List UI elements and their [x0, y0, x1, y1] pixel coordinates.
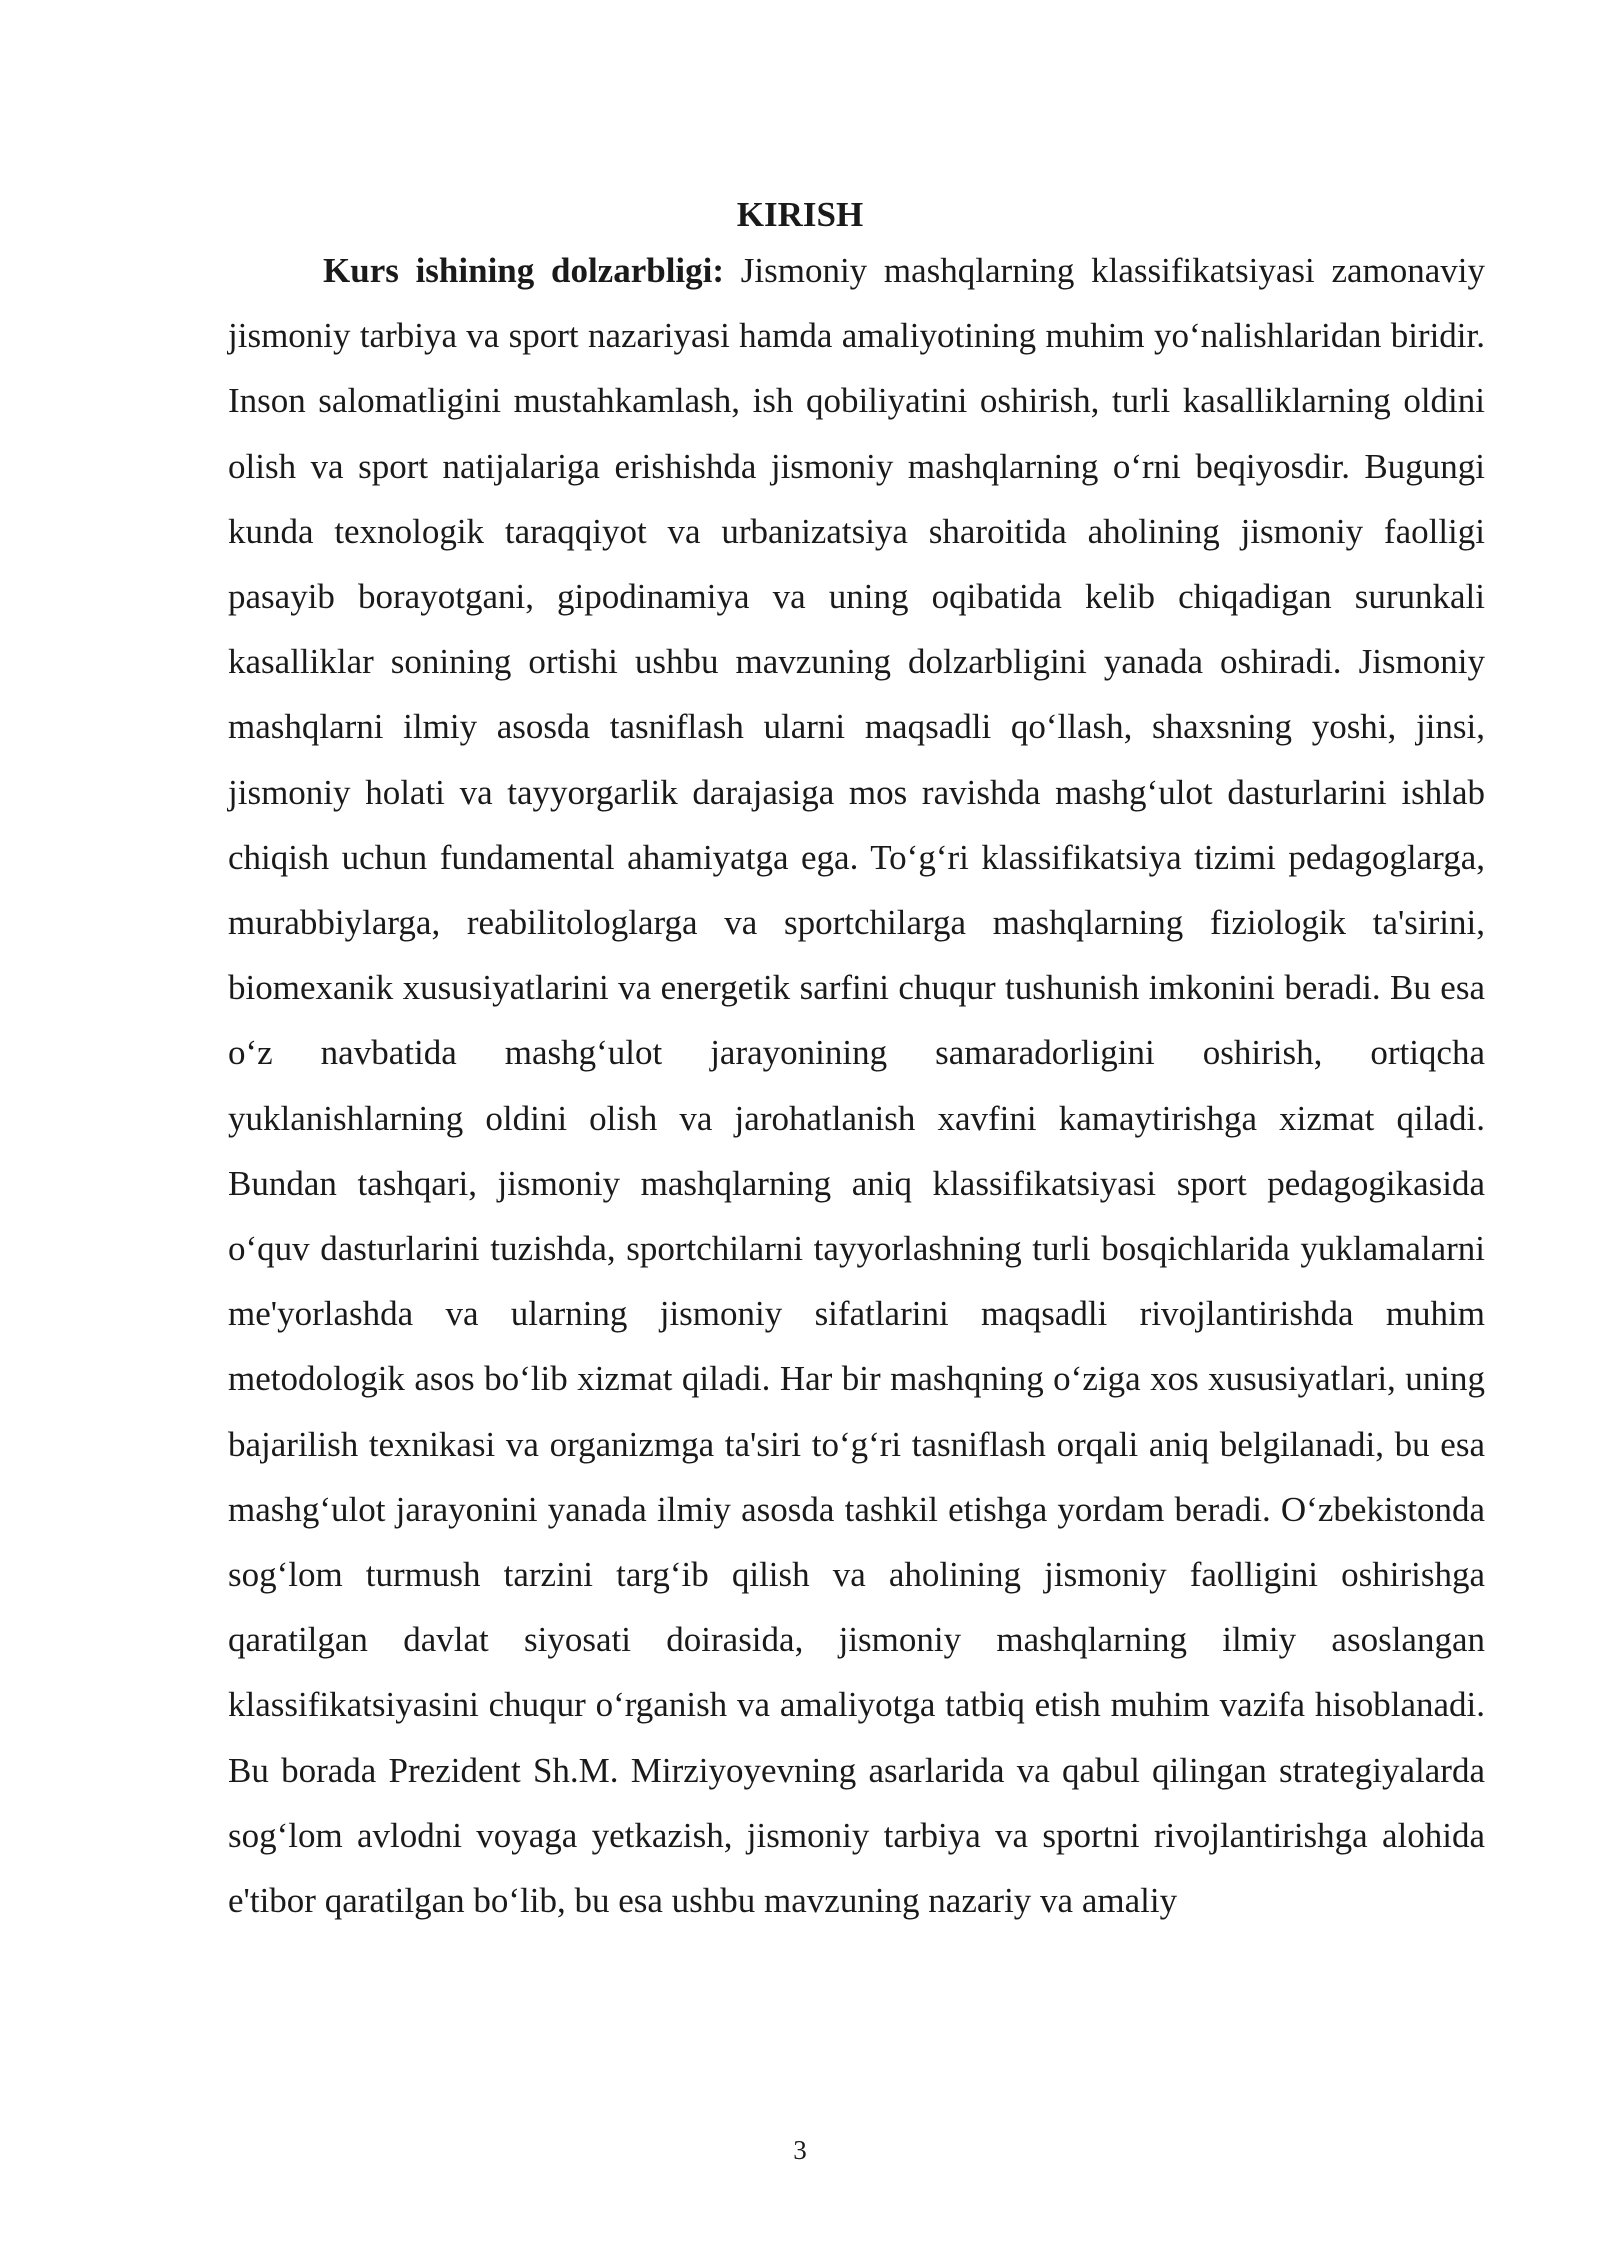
section-heading: KIRISH — [736, 195, 864, 234]
paragraph-text: Jismoniy mashqlarning klassifikatsiyasi zamonaviy jismoniy tarbiya va sport nazariyasi hamda amaliyotining muhim yo‘nalishlaridan biridir. Inson salomatligini mustahkamlash, ish qobiliyatini oshirish, turli kasalliklarning oldini olish va sport natijalariga erishishda jismoniy mashqlarning o‘rni beqiyosdir. Bugungi kunda texnologik taraqqiyot va urbanizatsiya sharoitida aholining jismoniy faolligi pasayib borayotgani, gipodinamiya va uning oqibatida kelib chiqadigan surunkali kasalliklar sonining ortishi ushbu mavzuning dolzarbligini yanada oshiradi. Jismoniy mashqlarni ilmiy asosda tasniflash ularni maqsadli qo‘llash, shaxsning yoshi, jinsi, jismoniy holati va tayyorgarlik darajasiga mos ravishda mashg‘ulot dasturlarini ishlab chiqish uchun fundamental ahamiyatga ega. To‘g‘ri klassifikatsiya tizimi pedagoglarga, murabbiylarga, reabilitologlarga va sportchilarga mashqlarning fiziologik ta'sirini, biomexanik xususiyatlarini va energetik sarfini chuqur tushunish imkonini beradi. Bu esa o‘z navbatida mashg‘ulot jarayonining samaradorligini oshirish, ortiqcha yuklanishlarning oldini olish va jarohatlanish xavfini kamaytirishga xizmat qiladi. Bundan tashqari, jismoniy mashqlarning aniq klassifikatsiyasi sport pedagogikasida o‘quv dasturlarini tuzishda, sportchilarni tayyorlashning turli bosqichlarida yuklamalarni me'yorlashda va ularning jismoniy sifatlarini maqsadli rivojlantirishda muhim metodologik asos bo‘lib xizmat qiladi. Har bir mashqning o‘ziga xos xususiyatlari, uning bajarilish texnikasi va organizmga ta'siri to‘g‘ri tasniflash orqali aniq belgilanadi, bu esa mashg‘ulot jarayonini yanada ilmiy asosda tashkil etishga yordam beradi. O‘zbekistonda sog‘lom turmush tarzini targ‘ib qilish va aholining jismoniy faolligini oshirishga qaratilgan davlat siyosati doirasida, jismoniy mashqlarning ilmiy asoslangan klassifikatsiyasini chuqur o‘rganish va amaliyotga tatbiq etish muhim vazifa hisoblanadi. Bu borada Prezident Sh.M. Mirziyoyevning asarlarida va qabul qilingan strategiyalarda sog‘lom avlodni voyaga yetkazish, jismoniy tarbiya va sportni rivojlantirishga alohida e'tibor qaratilgan bo‘lib, bu esa ushbu mavzuning nazariy va amaliy — [228, 251, 1485, 1921]
page-number: 3 — [793, 2135, 807, 2165]
body-paragraph — [228, 238, 1485, 1933]
lead-in-text: Kurs ishining dolzarbligi: — [323, 251, 725, 290]
